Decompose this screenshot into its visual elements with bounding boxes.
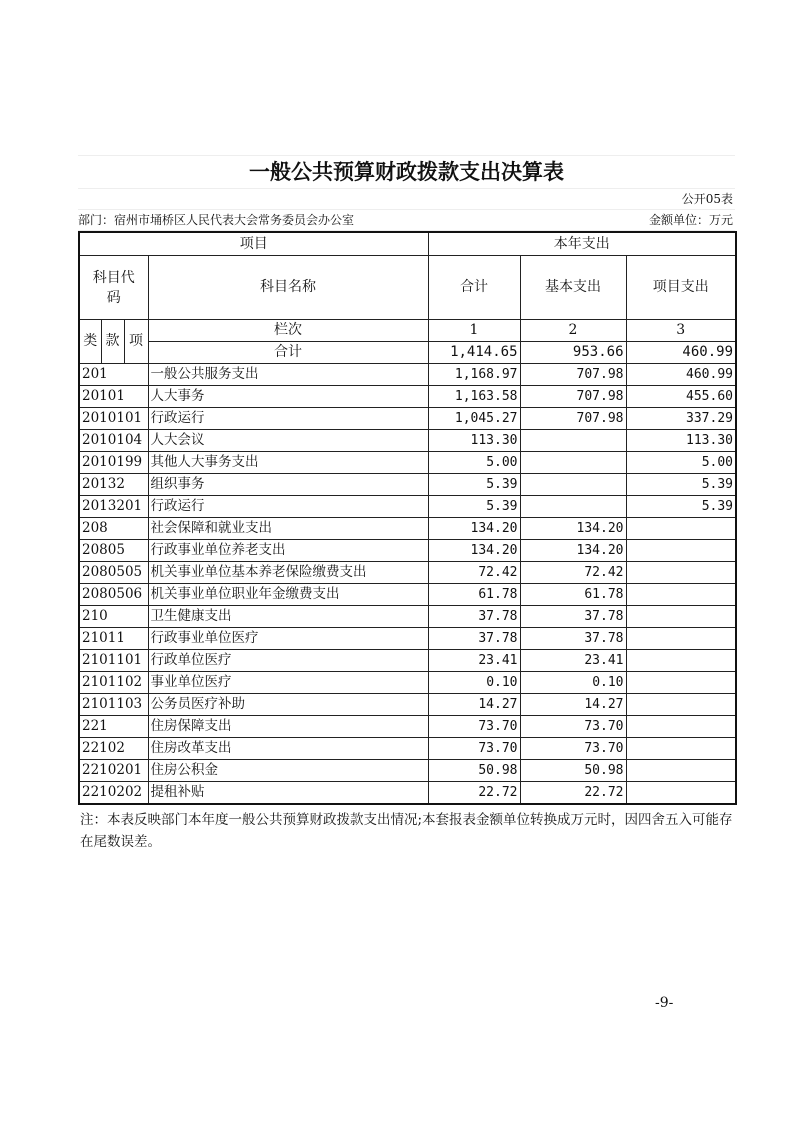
cell-project xyxy=(626,562,736,584)
cell-name: 住房保障支出 xyxy=(148,716,428,738)
department: 部门：宿州市埇桥区人民代表大会常务委员会办公室 xyxy=(78,213,355,227)
header-basic: 基本支出 xyxy=(520,256,626,320)
cell-name: 人大会议 xyxy=(148,430,428,452)
cell-basic xyxy=(520,474,626,496)
table-row xyxy=(79,408,736,430)
cell-total: 5.39 xyxy=(428,496,520,518)
table-row xyxy=(79,474,736,496)
table-row xyxy=(79,694,736,716)
table-row xyxy=(79,540,736,562)
cell-basic: 73.70 xyxy=(520,716,626,738)
cell-code: 2010101 xyxy=(79,408,148,430)
cell-code: 2210202 xyxy=(79,782,148,805)
cell-code: 2010199 xyxy=(79,452,148,474)
cell-name: 住房公积金 xyxy=(148,760,428,782)
cell-project: 5.39 xyxy=(626,496,736,518)
cell-code: 2010104 xyxy=(79,430,148,452)
cell-basic: 22.72 xyxy=(520,782,626,805)
header-project: 项目支出 xyxy=(626,256,736,320)
cell-name: 行政单位医疗 xyxy=(148,650,428,672)
cell-name: 行政运行 xyxy=(148,408,428,430)
cell-code: 21011 xyxy=(79,628,148,650)
totals-project: 460.99 xyxy=(626,342,736,364)
cell-total: 73.70 xyxy=(428,738,520,760)
cell-total: 1,168.97 xyxy=(428,364,520,386)
totals-label: 合计 xyxy=(148,342,428,364)
cell-total: 37.78 xyxy=(428,606,520,628)
table-row xyxy=(79,606,736,628)
cell-total: 1,045.27 xyxy=(428,408,520,430)
table-row xyxy=(79,650,736,672)
header-row-1 xyxy=(79,232,736,256)
cell-project: 5.39 xyxy=(626,474,736,496)
cell-name: 行政事业单位医疗 xyxy=(148,628,428,650)
totals-total: 1,414.65 xyxy=(428,342,520,364)
cell-project: 337.29 xyxy=(626,408,736,430)
cell-project xyxy=(626,584,736,606)
table-row xyxy=(79,584,736,606)
cell-total: 61.78 xyxy=(428,584,520,606)
cell-code: 2101101 xyxy=(79,650,148,672)
cell-total: 14.27 xyxy=(428,694,520,716)
cell-name: 其他人大事务支出 xyxy=(148,452,428,474)
cell-name: 事业单位医疗 xyxy=(148,672,428,694)
form-number: 公开05表 xyxy=(681,192,733,206)
cell-project xyxy=(626,782,736,805)
cell-project xyxy=(626,628,736,650)
cell-name: 公务员医疗补助 xyxy=(148,694,428,716)
table-row xyxy=(79,562,736,584)
totals-basic: 953.66 xyxy=(520,342,626,364)
cell-code: 201 xyxy=(79,364,148,386)
footnote: 注：本表反映部门本年度一般公共预算财政拨款支出情况;本套报表金额单位转换成万元时，因四舍五入可能存在尾数误差。 xyxy=(80,812,733,850)
cell-code: 20132 xyxy=(79,474,148,496)
cell-name: 行政运行 xyxy=(148,496,428,518)
cell-basic xyxy=(520,452,626,474)
cell-name: 社会保障和就业支出 xyxy=(148,518,428,540)
cell-project xyxy=(626,694,736,716)
header-code: 科目代码 xyxy=(79,256,148,320)
cell-total: 50.98 xyxy=(428,760,520,782)
table-row xyxy=(79,386,736,408)
cell-name: 住房改革支出 xyxy=(148,738,428,760)
table-row xyxy=(79,628,736,650)
cell-name: 卫生健康支出 xyxy=(148,606,428,628)
cell-total: 5.39 xyxy=(428,474,520,496)
expenditure-table xyxy=(78,231,737,805)
cell-code: 2210201 xyxy=(79,760,148,782)
cell-total: 0.10 xyxy=(428,672,520,694)
cell-basic: 73.70 xyxy=(520,738,626,760)
page-number: -9- xyxy=(655,995,674,1011)
header-col3: 3 xyxy=(626,320,736,342)
cell-project xyxy=(626,672,736,694)
table-row xyxy=(79,496,736,518)
cell-project xyxy=(626,650,736,672)
table-row xyxy=(79,672,736,694)
table-row xyxy=(79,364,736,386)
cell-basic: 23.41 xyxy=(520,650,626,672)
cell-name: 行政事业单位养老支出 xyxy=(148,540,428,562)
header-row-2 xyxy=(79,256,736,320)
header-lei: 类 xyxy=(79,320,101,364)
cell-code: 20805 xyxy=(79,540,148,562)
cell-basic: 707.98 xyxy=(520,386,626,408)
table-row xyxy=(79,518,736,540)
cell-project xyxy=(626,716,736,738)
cell-code: 210 xyxy=(79,606,148,628)
unit: 金额单位：万元 xyxy=(648,213,733,227)
cell-total: 113.30 xyxy=(428,430,520,452)
table-row xyxy=(79,738,736,760)
totals-row xyxy=(79,342,736,364)
cell-basic: 134.20 xyxy=(520,540,626,562)
cell-project xyxy=(626,540,736,562)
cell-name: 机关事业单位基本养老保险缴费支出 xyxy=(148,562,428,584)
table-row xyxy=(79,430,736,452)
table-row xyxy=(79,452,736,474)
cell-basic: 50.98 xyxy=(520,760,626,782)
cell-name: 一般公共服务支出 xyxy=(148,364,428,386)
header-row-3 xyxy=(79,320,736,342)
header-col-label: 栏次 xyxy=(148,320,428,342)
cell-total: 134.20 xyxy=(428,518,520,540)
cell-basic xyxy=(520,496,626,518)
cell-basic: 61.78 xyxy=(520,584,626,606)
cell-project xyxy=(626,518,736,540)
cell-basic: 37.78 xyxy=(520,628,626,650)
table-row xyxy=(79,782,736,805)
cell-basic: 14.27 xyxy=(520,694,626,716)
header-col2: 2 xyxy=(520,320,626,342)
header-col1: 1 xyxy=(428,320,520,342)
cell-name: 提租补贴 xyxy=(148,782,428,805)
cell-total: 134.20 xyxy=(428,540,520,562)
cell-total: 5.00 xyxy=(428,452,520,474)
cell-total: 37.78 xyxy=(428,628,520,650)
header-name: 科目名称 xyxy=(148,256,428,320)
header-xiang: 项 xyxy=(124,320,148,364)
table-row xyxy=(79,760,736,782)
header-item: 项目 xyxy=(79,232,428,256)
cell-basic: 0.10 xyxy=(520,672,626,694)
cell-basic: 37.78 xyxy=(520,606,626,628)
header-kuan: 款 xyxy=(101,320,124,364)
cell-code: 2101102 xyxy=(79,672,148,694)
cell-project: 5.00 xyxy=(626,452,736,474)
cell-code: 221 xyxy=(79,716,148,738)
cell-code: 20101 xyxy=(79,386,148,408)
cell-project xyxy=(626,760,736,782)
cell-basic: 707.98 xyxy=(520,408,626,430)
cell-total: 72.42 xyxy=(428,562,520,584)
cell-name: 机关事业单位职业年金缴费支出 xyxy=(148,584,428,606)
header-total: 合计 xyxy=(428,256,520,320)
cell-total: 23.41 xyxy=(428,650,520,672)
cell-name: 组织事务 xyxy=(148,474,428,496)
cell-project: 455.60 xyxy=(626,386,736,408)
cell-code: 2080505 xyxy=(79,562,148,584)
header-current-year: 本年支出 xyxy=(428,232,736,256)
cell-basic: 72.42 xyxy=(520,562,626,584)
cell-basic: 134.20 xyxy=(520,518,626,540)
cell-code: 2080506 xyxy=(79,584,148,606)
cell-project xyxy=(626,606,736,628)
cell-basic xyxy=(520,430,626,452)
report-sheet xyxy=(78,155,735,857)
department-row xyxy=(78,210,735,231)
cell-project xyxy=(626,738,736,760)
cell-code: 2101103 xyxy=(79,694,148,716)
table-row xyxy=(79,716,736,738)
form-number-row xyxy=(78,189,735,210)
cell-total: 1,163.58 xyxy=(428,386,520,408)
cell-basic: 707.98 xyxy=(520,364,626,386)
cell-code: 2013201 xyxy=(79,496,148,518)
cell-name: 人大事务 xyxy=(148,386,428,408)
cell-total: 22.72 xyxy=(428,782,520,805)
cell-code: 22102 xyxy=(79,738,148,760)
report-title: 一般公共预算财政拨款支出决算表 xyxy=(78,155,735,189)
cell-total: 73.70 xyxy=(428,716,520,738)
cell-project: 460.99 xyxy=(626,364,736,386)
cell-code: 208 xyxy=(79,518,148,540)
cell-project: 113.30 xyxy=(626,430,736,452)
